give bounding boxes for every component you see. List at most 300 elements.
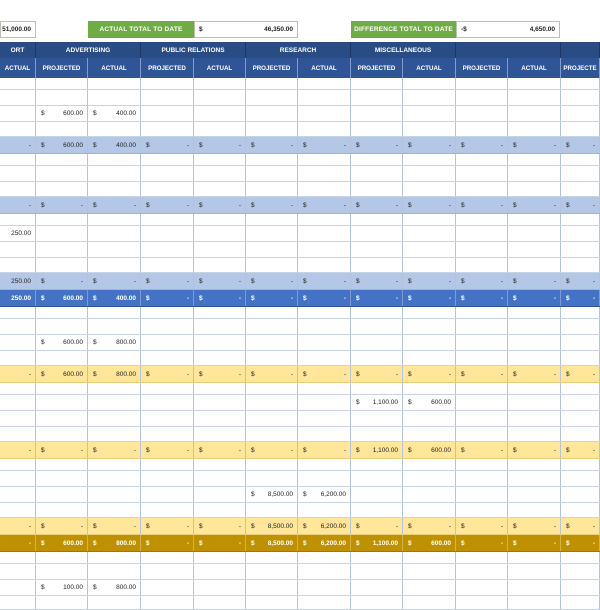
table-cell[interactable] [88,383,141,394]
table-cell[interactable] [88,427,141,441]
table-cell[interactable] [194,351,246,365]
table-cell[interactable] [88,487,141,502]
table-cell[interactable] [508,226,561,241]
table-cell[interactable] [508,106,561,121]
table-cell[interactable] [403,290,456,306]
table-cell[interactable] [141,319,194,334]
table-cell[interactable] [36,335,88,350]
table-cell[interactable] [351,564,403,579]
table-cell[interactable] [456,182,508,196]
table-cell[interactable] [246,90,298,105]
table-cell[interactable] [508,273,561,289]
table-cell[interactable] [0,182,36,196]
table-cell[interactable] [141,442,194,458]
table-cell[interactable] [351,596,403,609]
table-cell[interactable] [508,503,561,517]
table-cell[interactable] [141,487,194,502]
table-cell[interactable] [508,335,561,350]
table-cell[interactable] [456,154,508,165]
table-cell[interactable] [508,166,561,181]
table-cell[interactable] [403,258,456,272]
table-cell[interactable] [456,166,508,181]
table-cell[interactable] [351,395,403,410]
table-cell[interactable] [508,90,561,105]
table-cell[interactable] [403,214,456,225]
table-cell[interactable] [403,307,456,318]
table-cell[interactable] [298,351,351,365]
table-cell[interactable] [0,552,36,563]
table-cell[interactable] [351,487,403,502]
table-cell[interactable] [403,383,456,394]
table-cell[interactable] [141,580,194,595]
table-cell[interactable] [246,258,298,272]
table-cell[interactable] [88,226,141,241]
table-cell[interactable] [508,182,561,196]
table-cell[interactable] [298,182,351,196]
table-cell[interactable] [403,564,456,579]
table-cell[interactable] [0,78,36,89]
table-cell[interactable] [403,395,456,410]
table-cell[interactable] [194,197,246,213]
table-cell[interactable] [246,518,298,534]
table-cell[interactable] [403,427,456,441]
table-cell[interactable] [194,307,246,318]
table-cell[interactable] [403,319,456,334]
table-cell[interactable] [194,580,246,595]
table-cell[interactable] [36,383,88,394]
table-cell[interactable] [0,226,36,241]
table-cell[interactable] [351,307,403,318]
table-cell[interactable] [508,137,561,153]
table-cell[interactable] [246,383,298,394]
table-cell[interactable] [141,273,194,289]
table-cell[interactable] [456,487,508,502]
table-cell[interactable] [456,459,508,470]
table-cell[interactable] [194,487,246,502]
table-cell[interactable] [0,166,36,181]
table-cell[interactable] [508,518,561,534]
table-cell[interactable] [36,395,88,410]
table-cell[interactable] [0,518,36,534]
table-cell[interactable] [141,90,194,105]
table-cell[interactable] [298,552,351,563]
table-cell[interactable] [403,137,456,153]
table-cell[interactable] [298,411,351,426]
table-cell[interactable] [246,427,298,441]
table-cell[interactable] [194,166,246,181]
table-cell[interactable] [36,78,88,89]
table-cell[interactable] [403,273,456,289]
table-cell[interactable] [0,258,36,272]
table-cell[interactable] [403,442,456,458]
table-cell[interactable] [0,307,36,318]
table-cell[interactable] [403,182,456,196]
table-cell[interactable] [561,197,600,213]
table-cell[interactable] [298,319,351,334]
table-cell[interactable] [561,290,600,306]
table-cell[interactable] [88,242,141,257]
table-cell[interactable] [403,535,456,551]
table-cell[interactable] [508,78,561,89]
table-cell[interactable] [456,273,508,289]
table-cell[interactable] [36,427,88,441]
table-cell[interactable] [456,427,508,441]
table-cell[interactable] [194,319,246,334]
table-cell[interactable] [403,78,456,89]
table-cell[interactable] [246,442,298,458]
table-cell[interactable] [36,154,88,165]
table-cell[interactable] [508,411,561,426]
table-cell[interactable] [141,503,194,517]
table-cell[interactable] [0,290,36,306]
table-cell[interactable] [194,535,246,551]
table-cell[interactable] [36,122,88,136]
table-cell[interactable] [403,518,456,534]
table-cell[interactable] [0,442,36,458]
table-cell[interactable] [508,214,561,225]
table-cell[interactable] [298,427,351,441]
table-cell[interactable] [141,471,194,486]
table-cell[interactable] [36,487,88,502]
table-cell[interactable] [298,366,351,382]
table-cell[interactable] [141,166,194,181]
table-cell[interactable] [0,197,36,213]
table-cell[interactable] [298,214,351,225]
table-cell[interactable] [508,122,561,136]
table-cell[interactable] [88,214,141,225]
table-cell[interactable] [246,290,298,306]
table-cell[interactable] [561,487,600,502]
table-cell[interactable] [141,518,194,534]
table-cell[interactable] [298,459,351,470]
table-cell[interactable] [246,307,298,318]
table-cell[interactable] [298,307,351,318]
table-cell[interactable] [141,351,194,365]
table-cell[interactable] [351,383,403,394]
table-cell[interactable] [561,351,600,365]
table-cell[interactable] [561,564,600,579]
table-cell[interactable] [456,226,508,241]
table-cell[interactable] [508,366,561,382]
table-cell[interactable] [456,307,508,318]
table-cell[interactable] [561,258,600,272]
table-cell[interactable] [298,154,351,165]
table-cell[interactable] [298,471,351,486]
table-cell[interactable] [194,383,246,394]
table-cell[interactable] [561,273,600,289]
table-cell[interactable] [246,580,298,595]
table-cell[interactable] [88,503,141,517]
table-cell[interactable] [561,427,600,441]
table-cell[interactable] [561,395,600,410]
table-cell[interactable] [298,273,351,289]
table-cell[interactable] [0,137,36,153]
table-cell[interactable] [298,487,351,502]
table-cell[interactable] [351,351,403,365]
table-cell[interactable] [351,214,403,225]
table-cell[interactable] [0,319,36,334]
table-cell[interactable] [194,242,246,257]
table-cell[interactable] [194,395,246,410]
table-cell[interactable] [36,214,88,225]
table-cell[interactable] [141,197,194,213]
table-cell[interactable] [456,535,508,551]
table-cell[interactable] [36,166,88,181]
table-cell[interactable] [141,596,194,609]
table-cell[interactable] [561,154,600,165]
table-cell[interactable] [561,122,600,136]
table-cell[interactable] [508,427,561,441]
table-cell[interactable] [246,122,298,136]
table-cell[interactable] [36,307,88,318]
table-cell[interactable] [456,383,508,394]
table-cell[interactable] [508,459,561,470]
table-cell[interactable] [561,518,600,534]
table-cell[interactable] [351,182,403,196]
table-cell[interactable] [88,122,141,136]
table-cell[interactable] [36,319,88,334]
table-cell[interactable] [351,366,403,382]
table-cell[interactable] [246,564,298,579]
table-cell[interactable] [36,459,88,470]
table-cell[interactable] [88,258,141,272]
table-cell[interactable] [351,90,403,105]
table-cell[interactable] [246,214,298,225]
table-cell[interactable] [36,182,88,196]
table-cell[interactable] [351,442,403,458]
table-cell[interactable] [561,307,600,318]
table-cell[interactable] [456,258,508,272]
table-cell[interactable] [246,411,298,426]
table-cell[interactable] [298,226,351,241]
table-cell[interactable] [141,564,194,579]
table-cell[interactable] [508,395,561,410]
table-cell[interactable] [88,290,141,306]
table-cell[interactable] [351,471,403,486]
table-cell[interactable] [298,518,351,534]
table-cell[interactable] [561,242,600,257]
table-cell[interactable] [0,154,36,165]
table-cell[interactable] [88,395,141,410]
table-cell[interactable] [456,290,508,306]
table-cell[interactable] [246,552,298,563]
table-cell[interactable] [194,471,246,486]
table-cell[interactable] [36,518,88,534]
table-cell[interactable] [141,459,194,470]
table-cell[interactable] [403,471,456,486]
table-cell[interactable] [36,242,88,257]
table-cell[interactable] [403,366,456,382]
table-cell[interactable] [194,214,246,225]
table-cell[interactable] [508,487,561,502]
table-cell[interactable] [0,335,36,350]
table-cell[interactable] [194,78,246,89]
table-cell[interactable] [141,137,194,153]
table-cell[interactable] [0,383,36,394]
table-cell[interactable] [194,366,246,382]
table-cell[interactable] [561,383,600,394]
table-cell[interactable] [88,564,141,579]
table-cell[interactable] [141,411,194,426]
table-cell[interactable] [88,319,141,334]
table-cell[interactable] [88,182,141,196]
table-cell[interactable] [456,242,508,257]
table-cell[interactable] [561,226,600,241]
table-cell[interactable] [298,580,351,595]
table-cell[interactable] [0,273,36,289]
table-cell[interactable] [561,442,600,458]
table-cell[interactable] [36,535,88,551]
table-cell[interactable] [351,411,403,426]
table-cell[interactable] [561,78,600,89]
table-cell[interactable] [456,503,508,517]
table-cell[interactable] [141,226,194,241]
table-cell[interactable] [0,214,36,225]
table-cell[interactable] [0,596,36,609]
table-cell[interactable] [194,442,246,458]
table-cell[interactable] [88,366,141,382]
table-cell[interactable] [561,166,600,181]
table-cell[interactable] [561,596,600,609]
table-cell[interactable] [36,503,88,517]
table-cell[interactable] [403,552,456,563]
table-cell[interactable] [403,596,456,609]
table-cell[interactable] [246,154,298,165]
table-cell[interactable] [351,535,403,551]
table-cell[interactable] [36,226,88,241]
table-cell[interactable] [36,596,88,609]
table-cell[interactable] [561,459,600,470]
table-cell[interactable] [141,535,194,551]
table-cell[interactable] [298,442,351,458]
table-cell[interactable] [508,442,561,458]
table-cell[interactable] [194,258,246,272]
table-cell[interactable] [141,106,194,121]
table-cell[interactable] [298,596,351,609]
table-cell[interactable] [351,106,403,121]
table-cell[interactable] [88,411,141,426]
table-cell[interactable] [298,137,351,153]
table-cell[interactable] [36,273,88,289]
table-cell[interactable] [508,535,561,551]
table-cell[interactable] [508,319,561,334]
table-cell[interactable] [351,122,403,136]
table-cell[interactable] [403,106,456,121]
table-cell[interactable] [351,459,403,470]
table-cell[interactable] [88,552,141,563]
table-cell[interactable] [194,518,246,534]
table-cell[interactable] [0,366,36,382]
table-cell[interactable] [561,335,600,350]
table-cell[interactable] [194,122,246,136]
table-cell[interactable] [0,535,36,551]
table-cell[interactable] [141,78,194,89]
table-cell[interactable] [561,503,600,517]
table-cell[interactable] [36,471,88,486]
table-cell[interactable] [403,487,456,502]
table-cell[interactable] [351,166,403,181]
table-cell[interactable] [88,166,141,181]
table-cell[interactable] [141,383,194,394]
table-cell[interactable] [456,90,508,105]
table-cell[interactable] [141,552,194,563]
table-cell[interactable] [561,106,600,121]
table-cell[interactable] [351,580,403,595]
table-cell[interactable] [403,226,456,241]
table-cell[interactable] [561,535,600,551]
table-cell[interactable] [561,366,600,382]
table-cell[interactable] [36,137,88,153]
table-cell[interactable] [36,258,88,272]
table-cell[interactable] [246,137,298,153]
table-cell[interactable] [88,90,141,105]
table-cell[interactable] [351,78,403,89]
table-cell[interactable] [298,535,351,551]
table-cell[interactable] [246,471,298,486]
table-cell[interactable] [456,552,508,563]
table-cell[interactable] [88,471,141,486]
table-cell[interactable] [194,335,246,350]
table-cell[interactable] [298,335,351,350]
table-cell[interactable] [403,242,456,257]
table-cell[interactable] [456,564,508,579]
table-cell[interactable] [36,197,88,213]
table-cell[interactable] [36,580,88,595]
table-cell[interactable] [456,395,508,410]
table-cell[interactable] [88,78,141,89]
table-cell[interactable] [508,596,561,609]
table-cell[interactable] [246,226,298,241]
table-cell[interactable] [0,351,36,365]
table-cell[interactable] [561,411,600,426]
table-cell[interactable] [298,122,351,136]
table-cell[interactable] [246,459,298,470]
table-cell[interactable] [561,137,600,153]
table-cell[interactable] [351,273,403,289]
table-cell[interactable] [194,137,246,153]
table-cell[interactable] [298,290,351,306]
table-cell[interactable] [456,351,508,365]
table-cell[interactable] [141,258,194,272]
table-cell[interactable] [403,154,456,165]
table-cell[interactable] [246,166,298,181]
table-cell[interactable] [0,564,36,579]
table-cell[interactable] [141,290,194,306]
table-cell[interactable] [508,154,561,165]
table-cell[interactable] [88,137,141,153]
table-cell[interactable] [194,552,246,563]
table-cell[interactable] [508,258,561,272]
table-cell[interactable] [194,459,246,470]
table-cell[interactable] [403,197,456,213]
table-cell[interactable] [351,319,403,334]
table-cell[interactable] [508,580,561,595]
table-cell[interactable] [403,90,456,105]
table-cell[interactable] [561,182,600,196]
table-cell[interactable] [246,273,298,289]
table-cell[interactable] [141,182,194,196]
table-cell[interactable] [246,366,298,382]
table-cell[interactable] [0,411,36,426]
table-cell[interactable] [456,197,508,213]
table-cell[interactable] [456,137,508,153]
table-cell[interactable] [88,580,141,595]
table-cell[interactable] [194,182,246,196]
table-cell[interactable] [456,580,508,595]
table-cell[interactable] [456,442,508,458]
table-cell[interactable] [141,154,194,165]
table-cell[interactable] [351,197,403,213]
